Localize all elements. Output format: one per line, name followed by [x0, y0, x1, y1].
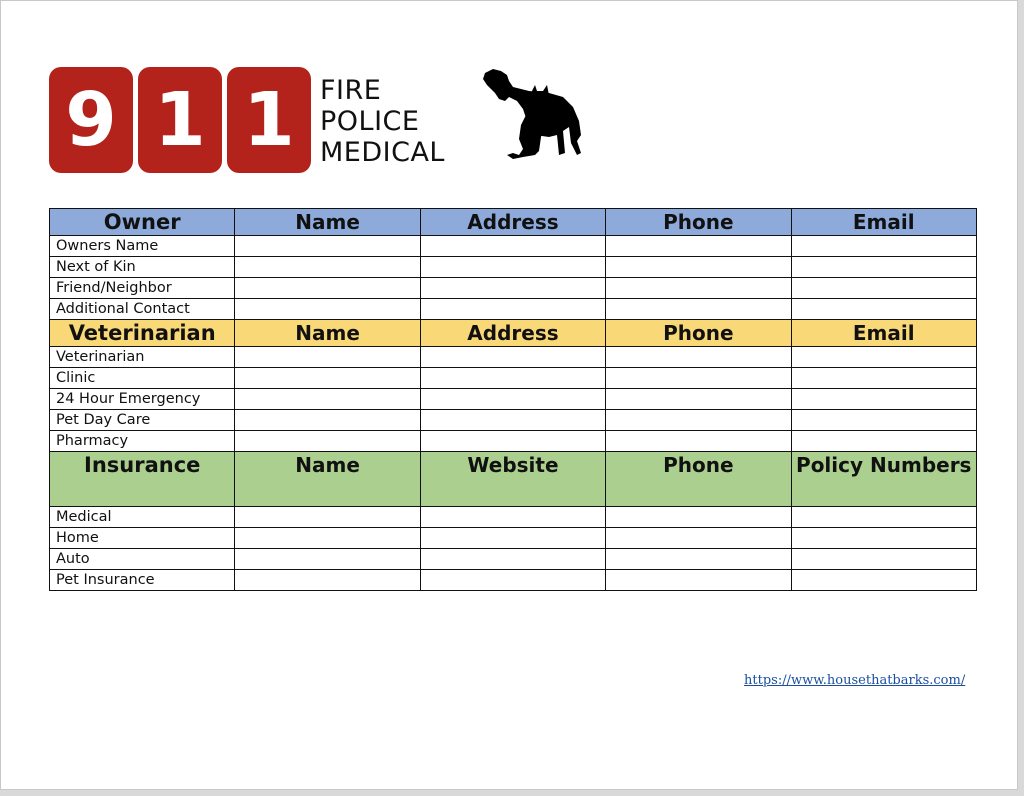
blank-cell [606, 549, 791, 570]
digit-tile: 9 [49, 67, 133, 173]
header-cell: Name [235, 320, 420, 347]
header-cell: Email [791, 209, 976, 236]
table-row [50, 368, 977, 389]
row-label: Owners Name [50, 236, 235, 257]
row-label: Pet Insurance [50, 570, 235, 591]
row-label: Veterinarian [50, 347, 235, 368]
blank-cell [791, 257, 976, 278]
blank-cell [420, 257, 605, 278]
row-label: Pharmacy [50, 431, 235, 452]
table-row [50, 549, 977, 570]
emergency-contact-table [49, 208, 977, 591]
header-cell: Name [235, 452, 420, 507]
header-cell: Owner [50, 209, 235, 236]
dog-and-cat-silhouette-icon [479, 65, 587, 165]
blank-cell [235, 299, 420, 320]
blank-cell [606, 299, 791, 320]
header-cell: Website [420, 452, 605, 507]
service-medical: MEDICAL [320, 137, 445, 168]
blank-cell [420, 528, 605, 549]
blank-cell [791, 528, 976, 549]
website-link[interactable]: https://www.housethatbarks.com/ [744, 673, 966, 688]
blank-cell [235, 278, 420, 299]
blank-cell [791, 299, 976, 320]
blank-cell [606, 528, 791, 549]
header-cell: Name [235, 209, 420, 236]
blank-cell [235, 570, 420, 591]
row-label: 24 Hour Emergency [50, 389, 235, 410]
blank-cell [606, 278, 791, 299]
table-row [50, 528, 977, 549]
table-row [50, 278, 977, 299]
header-cell: Veterinarian [50, 320, 235, 347]
header-cell: Phone [606, 452, 791, 507]
header-cell: Address [420, 209, 605, 236]
blank-cell [791, 236, 976, 257]
header-cell: Email [791, 320, 976, 347]
blank-cell [420, 507, 605, 528]
blank-cell [791, 570, 976, 591]
blank-cell [235, 549, 420, 570]
blank-cell [606, 236, 791, 257]
blank-cell [420, 299, 605, 320]
blank-cell [420, 549, 605, 570]
table-row [50, 257, 977, 278]
header-cell: Phone [606, 320, 791, 347]
blank-cell [606, 410, 791, 431]
blank-cell [606, 257, 791, 278]
blank-cell [235, 528, 420, 549]
blank-cell [606, 368, 791, 389]
row-label: Additional Contact [50, 299, 235, 320]
blank-cell [791, 347, 976, 368]
blank-cell [791, 410, 976, 431]
blank-cell [791, 507, 976, 528]
blank-cell [791, 389, 976, 410]
blank-cell [420, 236, 605, 257]
header-cell: Policy Numbers [791, 452, 976, 507]
header-cell: Insurance [50, 452, 235, 507]
blank-cell [606, 570, 791, 591]
row-label: Auto [50, 549, 235, 570]
blank-cell [791, 431, 976, 452]
blank-cell [235, 236, 420, 257]
table-row [50, 299, 977, 320]
blank-cell [420, 410, 605, 431]
digit-tile: 1 [227, 67, 311, 173]
blank-cell [420, 570, 605, 591]
blank-cell [606, 389, 791, 410]
blank-cell [235, 368, 420, 389]
digit-tile: 1 [138, 67, 222, 173]
service-fire: FIRE [320, 75, 382, 106]
blank-cell [420, 347, 605, 368]
blank-cell [235, 431, 420, 452]
blank-cell [606, 347, 791, 368]
header-cell: Address [420, 320, 605, 347]
blank-cell [235, 257, 420, 278]
blank-cell [235, 410, 420, 431]
row-label: Home [50, 528, 235, 549]
veterinarian-header-row [50, 320, 977, 347]
row-label: Next of Kin [50, 257, 235, 278]
table-row [50, 507, 977, 528]
emergency-number-logo [49, 67, 311, 173]
blank-cell [235, 507, 420, 528]
table-row [50, 570, 977, 591]
owner-header-row [50, 209, 977, 236]
table-row [50, 389, 977, 410]
blank-cell [420, 368, 605, 389]
row-label: Medical [50, 507, 235, 528]
blank-cell [420, 431, 605, 452]
blank-cell [791, 368, 976, 389]
row-label: Clinic [50, 368, 235, 389]
blank-cell [420, 389, 605, 410]
row-label: Pet Day Care [50, 410, 235, 431]
blank-cell [606, 431, 791, 452]
header-cell: Phone [606, 209, 791, 236]
blank-cell [235, 347, 420, 368]
blank-cell [791, 278, 976, 299]
emergency-services-list [320, 75, 445, 168]
row-label: Friend/Neighbor [50, 278, 235, 299]
blank-cell [606, 507, 791, 528]
blank-cell [420, 278, 605, 299]
blank-cell [791, 549, 976, 570]
insurance-header-row [50, 452, 977, 507]
table-row [50, 347, 977, 368]
table-row [50, 410, 977, 431]
service-police: POLICE [320, 106, 420, 137]
table-row [50, 236, 977, 257]
blank-cell [235, 389, 420, 410]
table-row [50, 431, 977, 452]
